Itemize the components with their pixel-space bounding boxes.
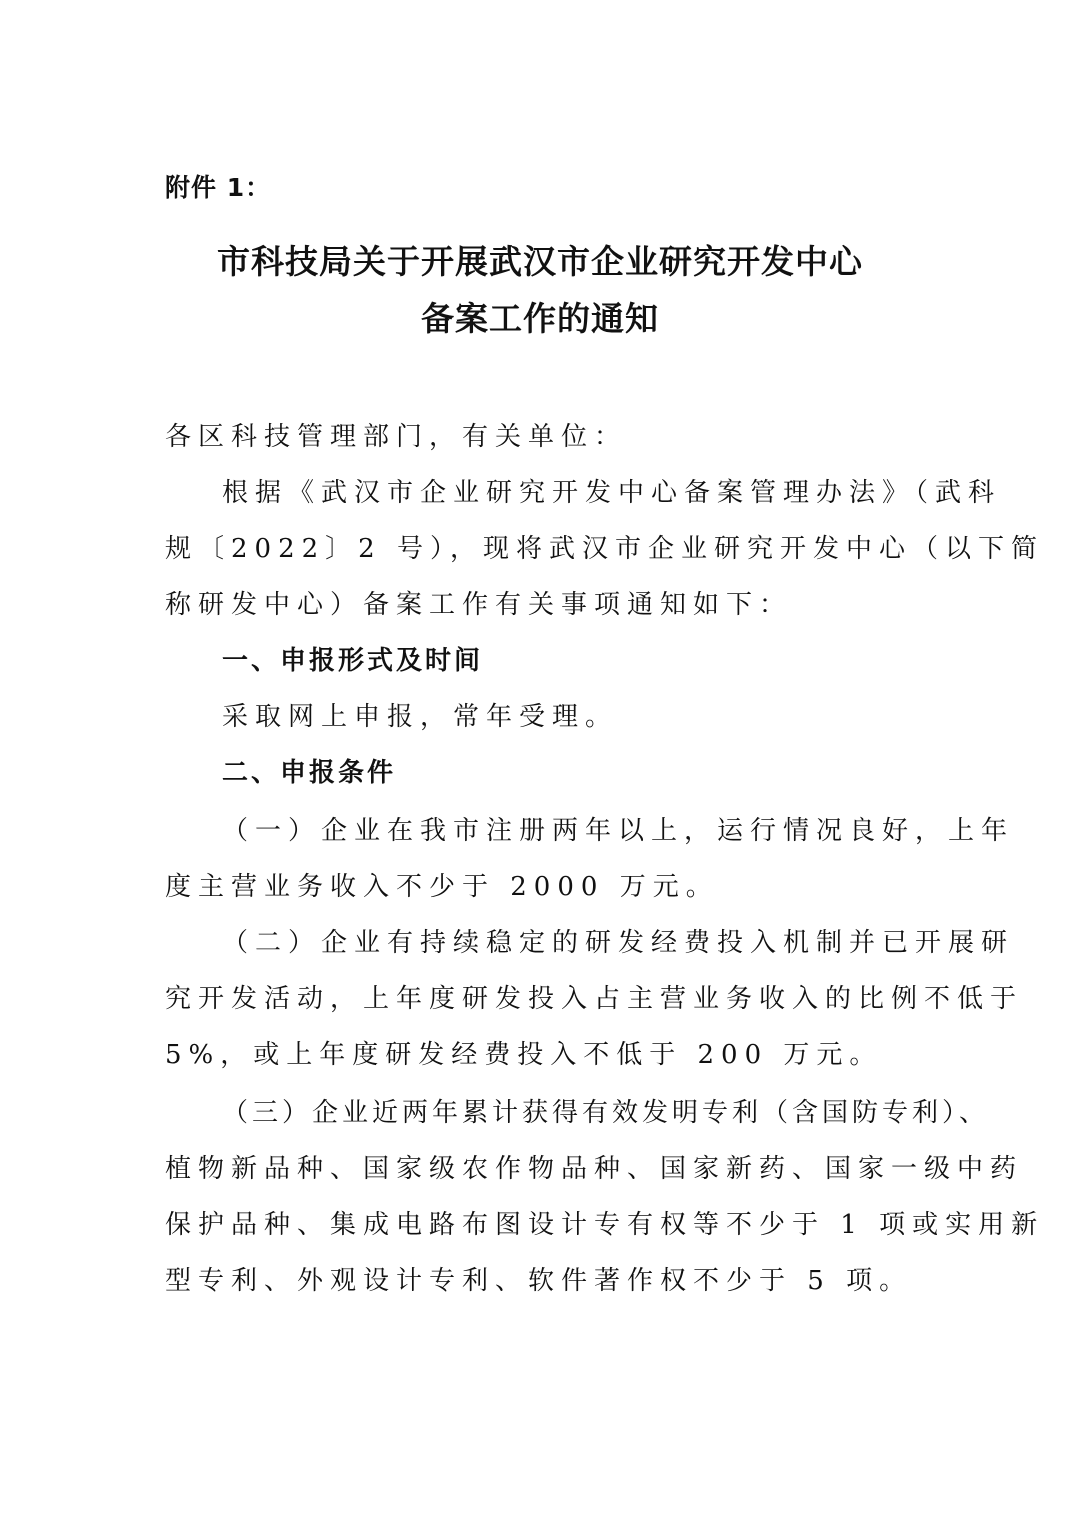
document-title-line-1: 市科技局关于开展武汉市企业研究开发中心 [217, 242, 863, 281]
attachment-label: 附件 1： [165, 173, 272, 202]
condition-3-line-3: 保护品种、集成电路布图设计专有权等不少于 1 项或实用新 [165, 1210, 1045, 1240]
intro-line-3: 称研发中心）备案工作有关事项通知如下： [165, 590, 793, 620]
section-1-text: 采取网上申报，常年受理。 [222, 702, 619, 732]
section-1-heading: 一、申报形式及时间 [222, 646, 484, 676]
condition-3-line-4: 型专利、外观设计专利、软件著作权不少于 5 项。 [165, 1266, 913, 1296]
condition-3-line-2: 植物新品种、国家级农作物品种、国家新药、国家一级中药 [165, 1154, 1024, 1184]
section-2-heading: 二、申报条件 [222, 758, 397, 788]
condition-2-line-1: （二）企业有持续稳定的研发经费投入机制并已开展研 [222, 928, 1015, 958]
intro-line-2: 规〔2022〕2 号），现将武汉市企业研究开发中心（以下简 [165, 534, 1044, 564]
condition-2-line-2: 究开发活动，上年度研发投入占主营业务收入的比例不低于 [165, 984, 1024, 1014]
intro-line-1: 根据《武汉市企业研究开发中心备案管理办法》（武科 [222, 478, 1002, 508]
condition-3-line-1: （三）企业近两年累计获得有效发明专利（含国防专利）、 [222, 1098, 990, 1128]
document-title-line-2: 备案工作的通知 [421, 299, 659, 338]
condition-2-line-3: 5%，或上年度研发经费投入不低于 200 万元。 [165, 1040, 883, 1070]
condition-1-line-1: （一）企业在我市注册两年以上，运行情况良好，上年 [222, 816, 1015, 846]
condition-1-line-2: 度主营业务收入不少于 2000 万元。 [165, 872, 719, 902]
salutation: 各区科技管理部门，有关单位： [165, 422, 628, 452]
